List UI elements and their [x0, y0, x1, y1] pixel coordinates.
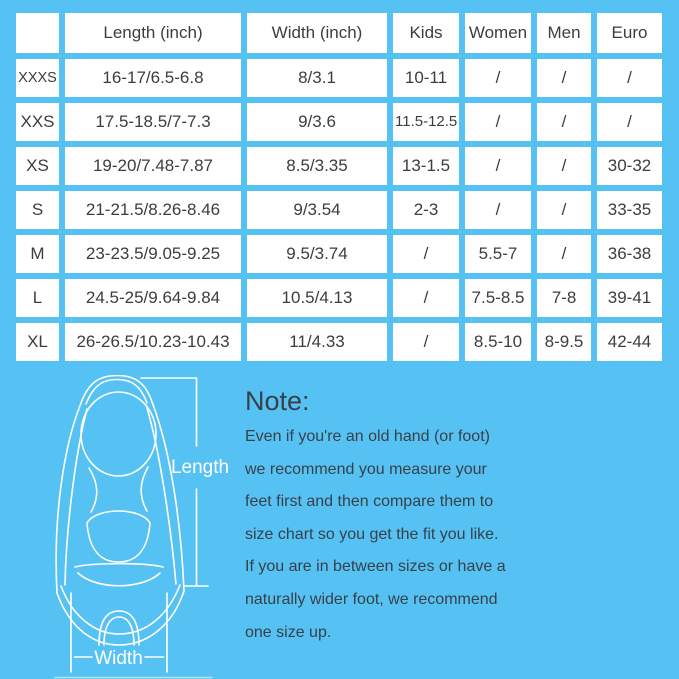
cell-width	[247, 235, 387, 273]
cell-width	[247, 323, 387, 361]
cell-men	[537, 279, 591, 317]
note-line: If you are in between sizes or have a	[245, 558, 506, 576]
cell-euro	[597, 323, 662, 361]
column-header-men	[537, 13, 591, 53]
cell-men	[537, 191, 591, 229]
cell-value: 16-17/6.5-6.8	[102, 67, 204, 87]
length-measure-line	[141, 378, 208, 586]
cell-women	[465, 59, 531, 97]
cell-value: 7-8	[551, 287, 577, 307]
cell-euro	[597, 191, 662, 229]
note-body	[245, 421, 506, 649]
cell-width	[247, 59, 387, 97]
cell-men	[537, 323, 591, 361]
cell-value: XXS	[20, 111, 55, 131]
column-header-women	[465, 13, 531, 53]
cell-kids	[393, 279, 459, 317]
table-row	[16, 59, 662, 97]
cell-euro	[597, 235, 662, 273]
width-label: Width	[94, 648, 143, 669]
cell-value: 8/3.1	[298, 67, 336, 87]
cell-women	[465, 235, 531, 273]
cell-value: M	[30, 243, 45, 263]
column-header-euro	[597, 13, 662, 53]
cell-kids	[393, 191, 459, 229]
note-line: feet first and then compare them to	[245, 493, 494, 511]
cell-men	[537, 59, 591, 97]
cell-length	[65, 191, 241, 229]
cell-value: 5.5-7	[478, 243, 518, 263]
table-row	[16, 323, 662, 361]
column-header-label: Euro	[611, 22, 648, 42]
table-row	[16, 235, 662, 273]
cell-women	[465, 103, 531, 141]
cell-value: /	[495, 155, 501, 175]
row-size-label	[16, 279, 59, 317]
column-header-label: Kids	[409, 22, 443, 42]
cell-kids	[393, 59, 459, 97]
cell-length	[65, 235, 241, 273]
cell-value: 8.5-10	[473, 331, 523, 351]
cell-value: L	[32, 287, 43, 307]
fin-diagram	[0, 375, 240, 679]
table-row	[16, 279, 662, 317]
cell-value: /	[561, 67, 567, 87]
size-chart-table	[10, 7, 668, 367]
cell-value: /	[561, 111, 567, 131]
column-header-label: Women	[468, 22, 528, 42]
note-heading: Note:	[245, 386, 310, 416]
cell-value: 30-32	[607, 155, 652, 175]
cell-value: 24.5-25/9.64-9.84	[85, 287, 221, 307]
cell-kids	[393, 235, 459, 273]
column-header-kids	[393, 13, 459, 53]
cell-euro	[597, 59, 662, 97]
cell-value: 7.5-8.5	[471, 287, 525, 307]
row-size-label	[16, 323, 59, 361]
column-header-length	[65, 13, 241, 53]
column-header-label: Men	[547, 22, 581, 42]
cell-euro	[597, 103, 662, 141]
row-size-label	[16, 191, 59, 229]
note-line: size chart so you get the fit you like.	[245, 525, 499, 543]
cell-width	[247, 147, 387, 185]
cell-value: 26-26.5/10.23-10.43	[76, 331, 230, 351]
cell-value: 17.5-18.5/7-7.3	[95, 111, 211, 131]
cell-value: /	[627, 67, 632, 87]
table-header	[16, 13, 662, 53]
column-header-width	[247, 13, 387, 53]
cell-value: 9.5/3.74	[286, 243, 348, 263]
cell-length	[65, 147, 241, 185]
cell-value: /	[495, 111, 501, 131]
cell-euro	[597, 279, 662, 317]
cell-value: /	[561, 243, 567, 263]
cell-kids	[393, 147, 459, 185]
cell-value: 36-38	[607, 243, 652, 263]
cell-men	[537, 235, 591, 273]
row-size-label	[16, 103, 59, 141]
cell-men	[537, 147, 591, 185]
row-size-label	[16, 235, 59, 273]
cell-value: 13-1.5	[401, 155, 451, 175]
cell-value: /	[495, 67, 501, 87]
cell-value: 8.5/3.35	[286, 155, 348, 175]
note-line: we recommend you measure your	[245, 460, 487, 478]
column-header-label: Width (inch)	[271, 22, 363, 42]
note-line: naturally wider foot, we recommend	[245, 591, 498, 609]
cell-length	[65, 59, 241, 97]
cell-kids	[393, 103, 459, 141]
cell-value: 10-11	[404, 67, 448, 87]
cell-value: XXXS	[18, 70, 57, 86]
cell-value: 11.5-12.5	[395, 113, 458, 130]
fin-outline-icon	[55, 376, 212, 678]
cell-value: 9/3.54	[293, 199, 341, 219]
cell-value: 19-20/7.48-7.87	[92, 155, 214, 175]
cell-women	[465, 323, 531, 361]
header-row	[16, 13, 662, 53]
table-body	[16, 59, 662, 361]
cell-length	[65, 323, 241, 361]
cell-women	[465, 279, 531, 317]
cell-euro	[597, 147, 662, 185]
cell-width	[247, 103, 387, 141]
cell-value: /	[561, 199, 567, 219]
cell-kids	[393, 323, 459, 361]
column-header-size	[16, 13, 59, 53]
cell-value: /	[423, 243, 429, 263]
cell-length	[65, 279, 241, 317]
note-line: Even if you're an old hand (or foot)	[245, 428, 490, 446]
cell-width	[247, 191, 387, 229]
cell-value: XS	[26, 155, 49, 175]
note-section	[245, 386, 506, 649]
cell-value: 8-9.5	[544, 331, 584, 351]
cell-value: 9/3.6	[298, 111, 336, 131]
cell-width	[247, 279, 387, 317]
table-row	[16, 103, 662, 141]
cell-value: /	[495, 199, 501, 219]
cell-value: 10.5/4.13	[281, 287, 353, 307]
row-size-label	[16, 147, 59, 185]
length-label: Length	[170, 457, 230, 478]
cell-women	[465, 191, 531, 229]
table-row	[16, 147, 662, 185]
table-row	[16, 191, 662, 229]
cell-value: 42-44	[607, 331, 652, 351]
cell-length	[65, 103, 241, 141]
cell-value: S	[31, 199, 44, 219]
cell-value: 23-23.5/9.05-9.25	[85, 243, 221, 263]
cell-value: 11/4.33	[289, 331, 345, 351]
cell-value: /	[423, 331, 429, 351]
cell-value: /	[423, 287, 429, 307]
cell-women	[465, 147, 531, 185]
cell-value: XL	[27, 331, 48, 351]
cell-value: /	[627, 111, 632, 131]
cell-value: /	[561, 155, 567, 175]
cell-value: 33-35	[607, 199, 652, 219]
note-line: one size up.	[245, 623, 332, 641]
cell-value: 21-21.5/8.26-8.46	[85, 199, 221, 219]
cell-value: 2-3	[413, 199, 439, 219]
row-size-label	[16, 59, 59, 97]
cell-value: 39-41	[607, 287, 652, 307]
cell-men	[537, 103, 591, 141]
column-header-label: Length (inch)	[103, 22, 203, 42]
